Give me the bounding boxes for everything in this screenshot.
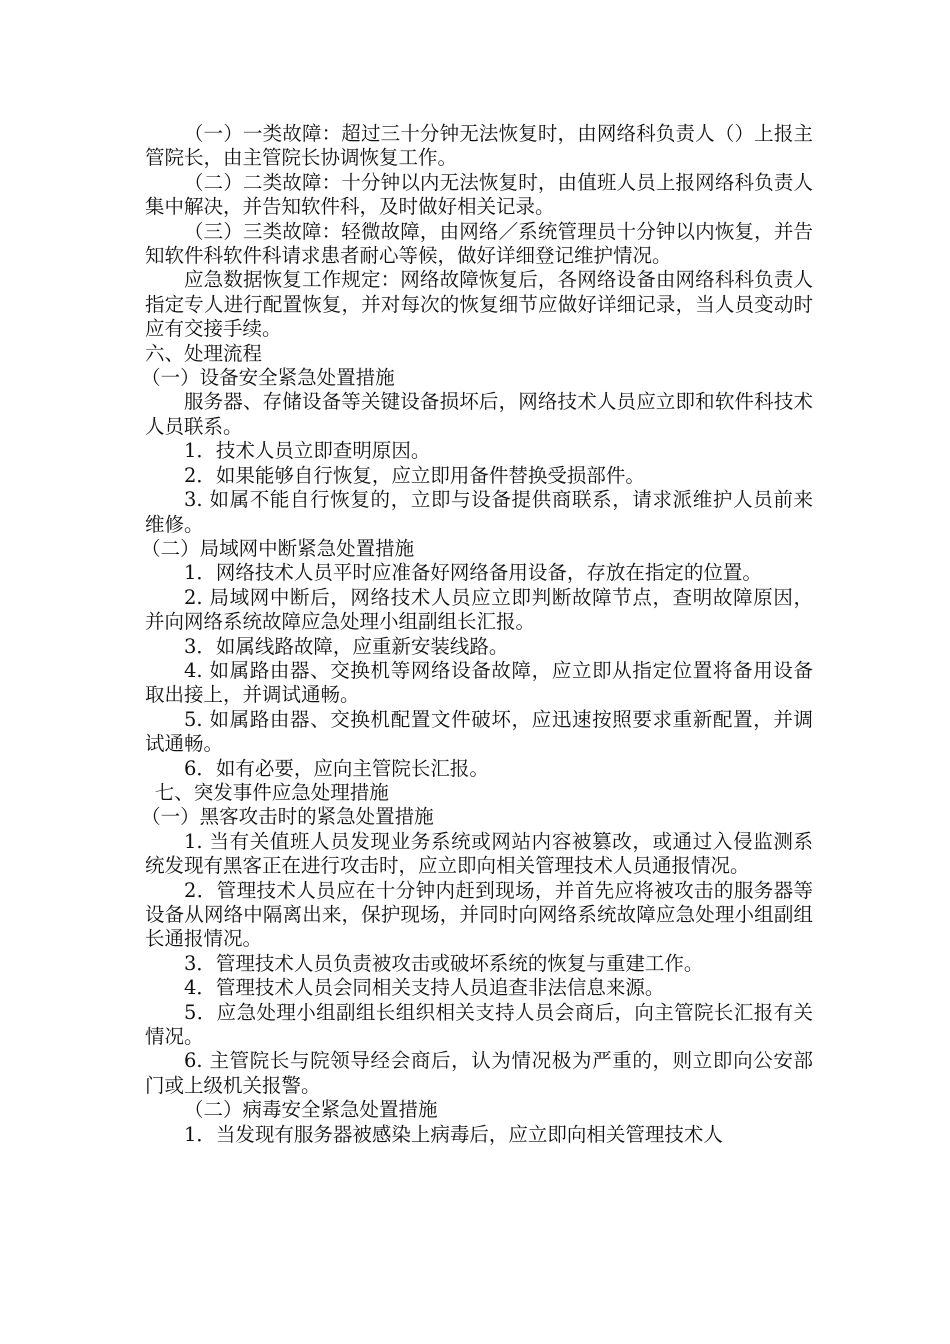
paragraph-fault-class-2: （二）二类故障：十分钟以内无法恢复时，由值班人员上报网络科负责人集中解决，并告知软件科，及时做好相关记录。 (145, 170, 813, 219)
list-item-device-2: 2．如果能够自行恢复，应立即用备件替换受损部件。 (184, 463, 645, 487)
list-item-lan-3: 3．如属线路故障，应重新安装线路。 (184, 634, 509, 658)
paragraph-device-damage: 服务器、存储设备等关键设备损坏后，网络技术人员应立即和软件科技术人员联系。 (145, 390, 813, 438)
document-page (141, 122, 813, 1147)
list-item-lan-4: 4. 如属路由器、交换机等网络设备故障，应立即从指定位置将备用设备取出接上，并调试通畅。 (145, 658, 813, 707)
subsection-heading-hacker-attack: （一）黑客攻击时的紧急处置措施 (141, 805, 434, 829)
list-item-device-3: 3. 如属不能自行恢复的，立即与设备提供商联系，请求派维护人员前来维修。 (145, 488, 813, 536)
list-item-hacker-6: 6. 主管院长与院领导经会商后，认为情况极为严重的，则立即向公安部门或上级机关报警。 (145, 1049, 813, 1097)
paragraph-fault-class-3: （三）三类故障：轻微故障，由网络／系统管理员十分钟以内恢复，并告知软件科软件科请求患者耐心等候，做好详细登记维护情况。 (145, 219, 813, 268)
subsection-heading-device-safety: （一）设备安全紧急处置措施 (141, 366, 395, 390)
list-item-hacker-3: 3．管理技术人员负责被攻击或破坏系统的恢复与重建工作。 (184, 951, 704, 975)
list-item-virus-1: 1．当发现有服务器被感染上病毒后，应立即向相关管理技术人 (184, 1122, 723, 1146)
list-item-hacker-1: 1. 当有关值班人员发现业务系统或网站内容被篡改，或通过入侵监测系统发现有黑客正在进行攻击时，应立即向相关管理技术人员通报情况。 (145, 829, 813, 878)
list-item-hacker-2: 2．管理技术人员应在十分钟内赶到现场，并首先应将被攻击的服务器等设备从网络中隔离出来，保护现场，并同时向网络系统故障应急处理小组副组长通报情况。 (145, 878, 813, 951)
list-item-hacker-4: 4．管理技术人员会同相关支持人员追查非法信息来源。 (184, 976, 665, 1000)
list-item-lan-1: 1．网络技术人员平时应准备好网络备用设备，存放在指定的位置。 (184, 561, 762, 585)
list-item-device-1: 1．技术人员立即查明原因。 (184, 439, 431, 463)
subsection-heading-virus: （二）病毒安全紧急处置措施 (184, 1098, 438, 1122)
section-heading-process: 六、处理流程 (145, 341, 263, 365)
list-item-lan-6: 6．如有必要，应向主管院长汇报。 (184, 756, 489, 780)
list-item-lan-2: 2. 局域网中断后，网络技术人员应立即判断故障节点，查明故障原因，并向网络系统故障应急处理小组副组长汇报。 (145, 585, 813, 634)
list-item-hacker-5: 5．应急处理小组副组长组织相关支持人员会商后，向主管院长汇报有关情况。 (145, 1000, 813, 1049)
subsection-heading-lan-outage: （二）局域网中断紧急处置措施 (141, 536, 415, 560)
list-item-lan-5: 5. 如属路由器、交换机配置文件破坏，应迅速按照要求重新配置，并调试通畅。 (145, 707, 813, 756)
paragraph-data-recovery-rule: 应急数据恢复工作规定：网络故障恢复后，各网络设备由网络科科负责人指定专人进行配置恢复，并对每次的恢复细节应做好详细记录，当人员变动时应有交接手续。 (145, 268, 813, 341)
section-heading-emergency: 七、突发事件应急处理措施 (154, 780, 389, 804)
paragraph-fault-class-1: （一）一类故障：超过三十分钟无法恢复时，由网络科负责人（）上报主管院长，由主管院长协调恢复工作。 (145, 122, 813, 170)
